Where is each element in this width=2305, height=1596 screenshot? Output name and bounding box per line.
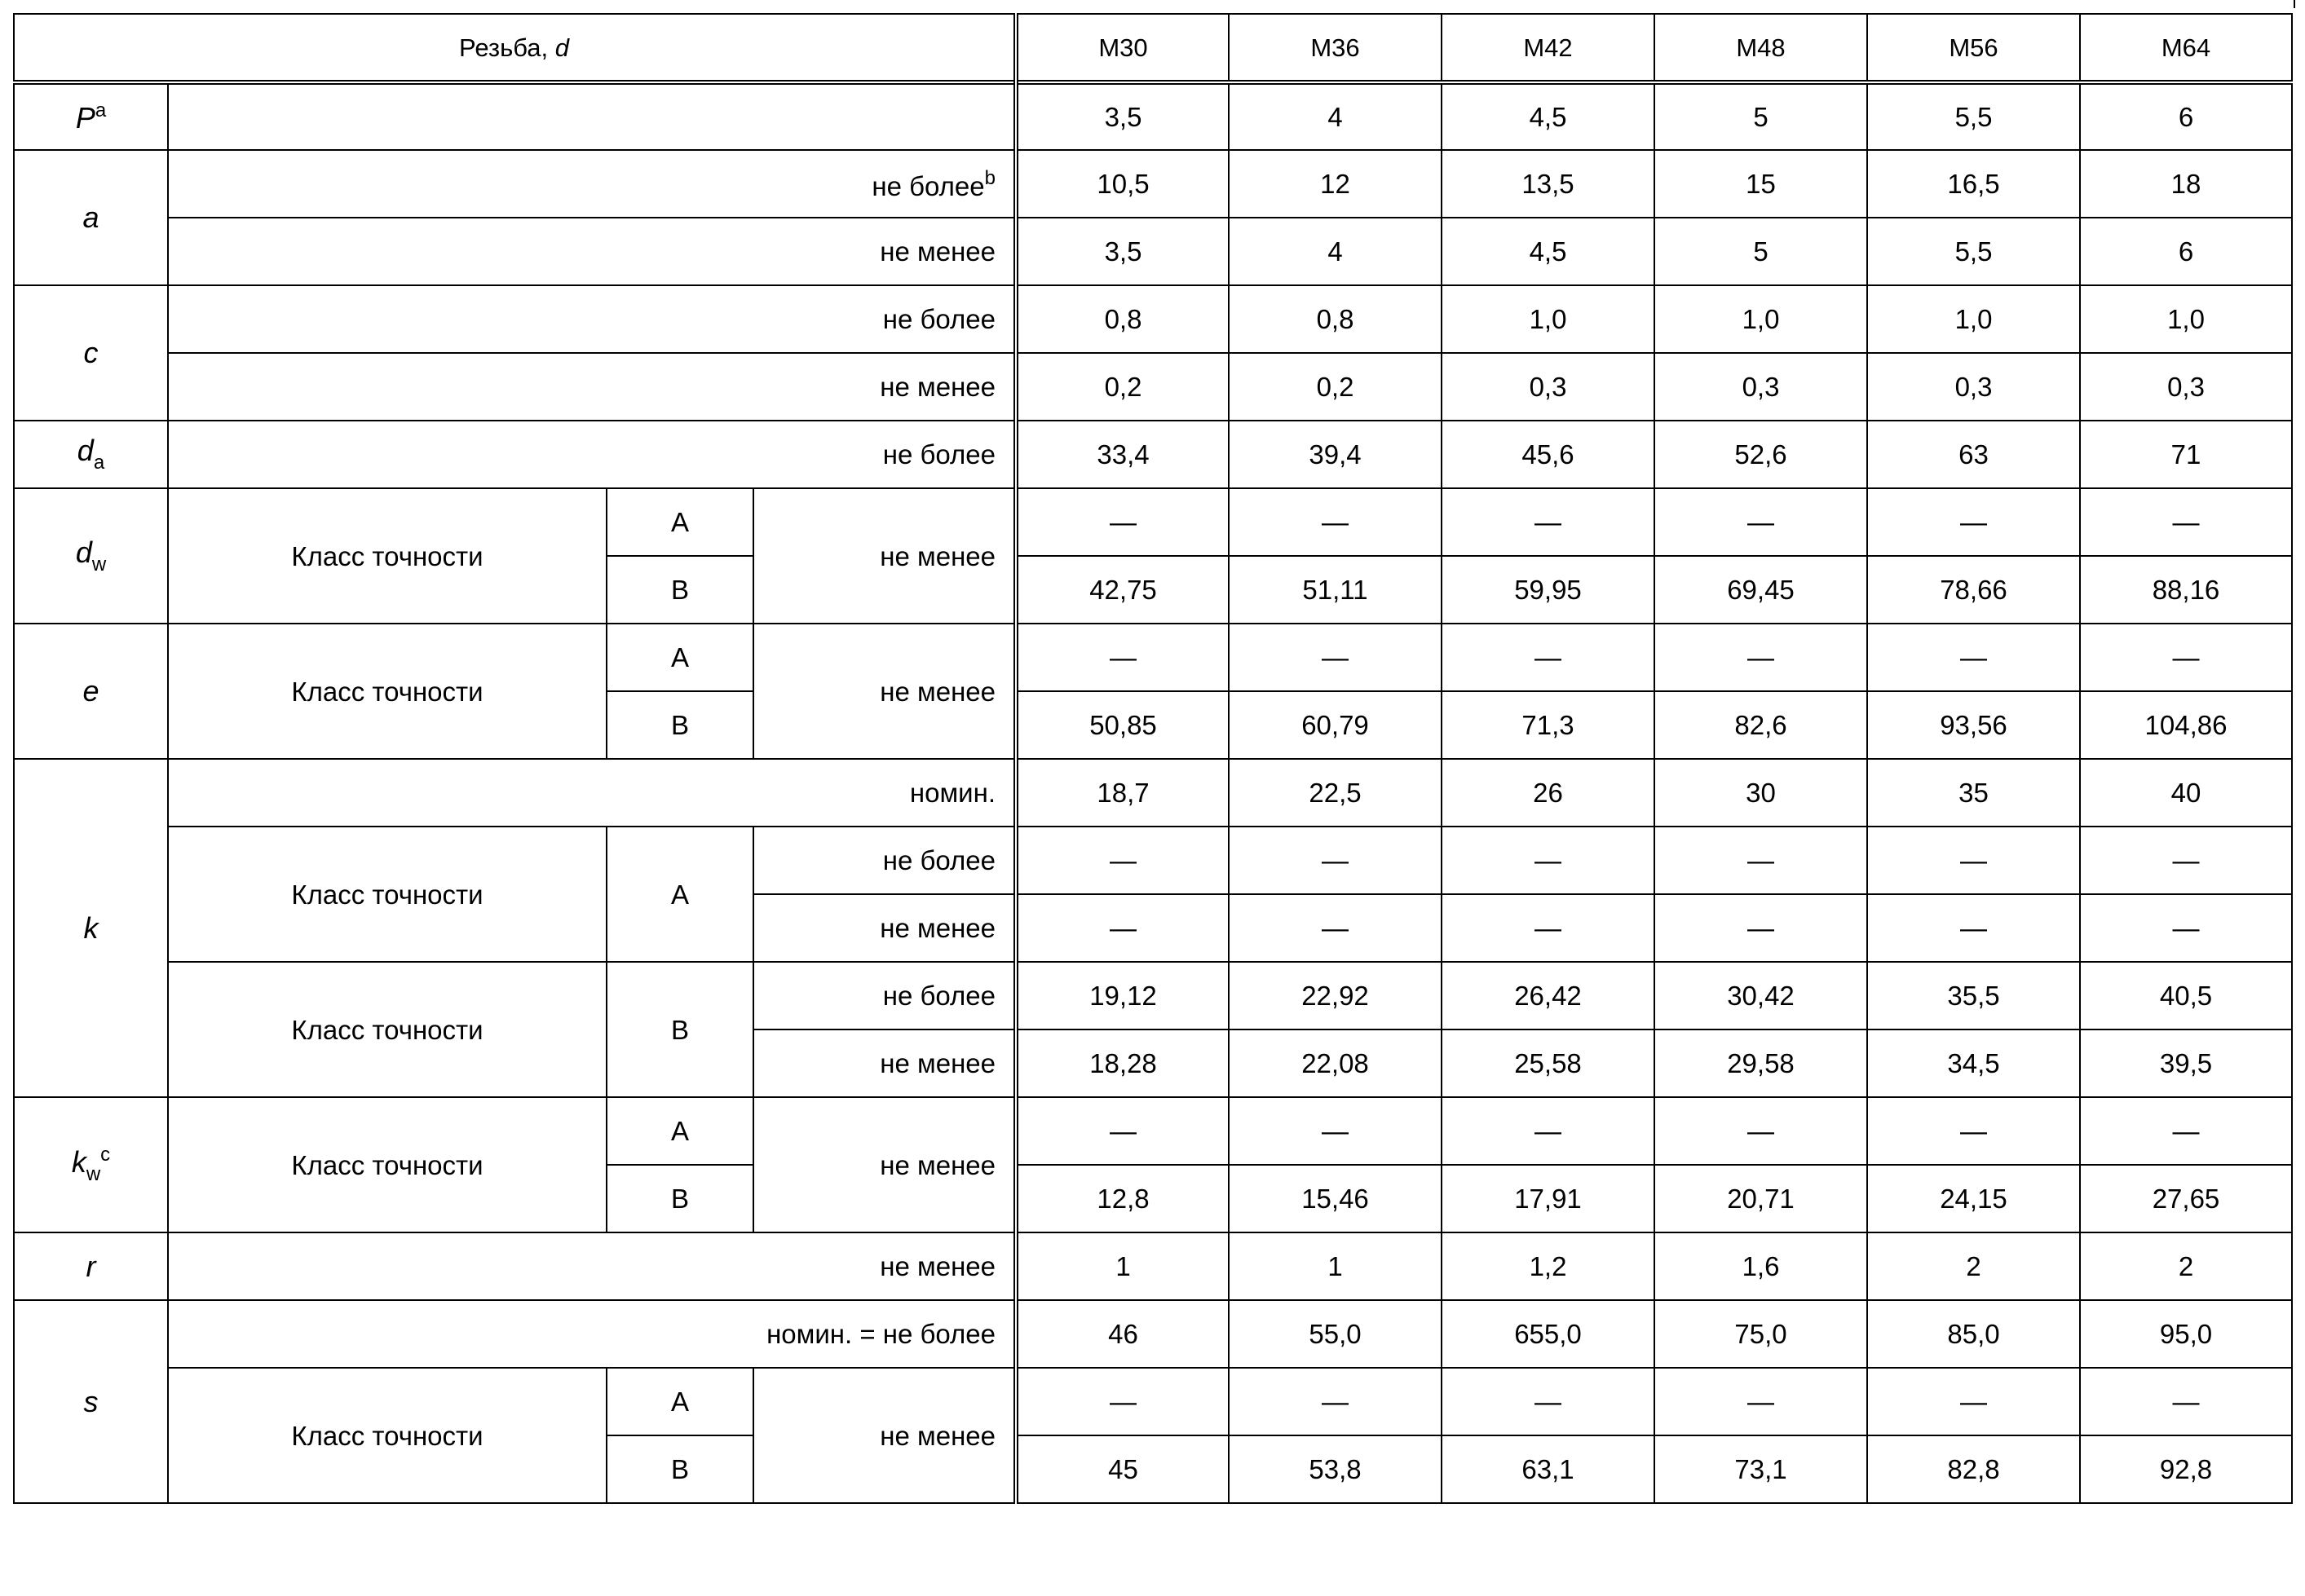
table-cell: 0,8 (1229, 285, 1442, 353)
table-cell: 73,1 (1654, 1435, 1867, 1503)
table-cell: 0,2 (1229, 353, 1442, 421)
table-cell: 26,42 (1442, 962, 1654, 1029)
table-cell: 45,6 (1442, 421, 1654, 488)
table-cell: 13,5 (1442, 150, 1654, 218)
limit-label: номин. = не более (168, 1300, 1016, 1368)
limit-label: не менее (168, 218, 1016, 285)
table-row (14, 1097, 2292, 1165)
table-row (14, 488, 2292, 556)
limit-label: не менее (168, 353, 1016, 421)
table-row (14, 962, 2292, 1029)
table-cell: 12,8 (1016, 1165, 1229, 1232)
table-cell: 25,58 (1442, 1029, 1654, 1097)
table-cell: 71 (2080, 421, 2292, 488)
size-header: M36 (1229, 14, 1442, 82)
table-cell: — (2080, 488, 2292, 556)
table-cell: 35,5 (1867, 962, 2080, 1029)
table-cell: — (1654, 894, 1867, 962)
table-cell: 16,5 (1867, 150, 2080, 218)
table-cell: 3,5 (1016, 82, 1229, 150)
limit-label: не менее (753, 488, 1016, 624)
limit-label: не менее (753, 1097, 1016, 1232)
table-cell: 22,92 (1229, 962, 1442, 1029)
limit-label: номин. (168, 759, 1016, 827)
table-cell: 51,11 (1229, 556, 1442, 624)
table-cell: 42,75 (1016, 556, 1229, 624)
table-cell: 2 (1867, 1232, 2080, 1300)
table-cell: — (2080, 894, 2292, 962)
class-a-label: А (607, 488, 753, 556)
thread-label: Резьба, (459, 33, 555, 62)
table-cell: 82,8 (1867, 1435, 2080, 1503)
table-cell: — (1016, 894, 1229, 962)
row-symbol-dw: $d_w$ (14, 488, 168, 624)
table-row (14, 1232, 2292, 1300)
accuracy-class-label: Класс точности (168, 488, 607, 624)
table-cell: 29,58 (1654, 1029, 1867, 1097)
table-cell: — (1654, 1368, 1867, 1435)
table-cell: — (2080, 624, 2292, 691)
table-cell: 5 (1654, 82, 1867, 150)
class-a-label: А (607, 1368, 753, 1435)
table-cell: — (1016, 488, 1229, 556)
table-cell: — (1442, 827, 1654, 894)
table-cell: 15,46 (1229, 1165, 1442, 1232)
table-cell: 1 (1016, 1232, 1229, 1300)
size-header: M56 (1867, 14, 2080, 82)
class-a-label: А (607, 624, 753, 691)
table-cell: 59,95 (1442, 556, 1654, 624)
corner-mark (2294, 0, 2295, 8)
table-cell: 20,71 (1654, 1165, 1867, 1232)
table-cell: 1,0 (2080, 285, 2292, 353)
table-cell: 19,12 (1016, 962, 1229, 1029)
table-cell: — (1229, 894, 1442, 962)
table-cell: 5,5 (1867, 82, 2080, 150)
row-symbol-s: s (14, 1300, 168, 1503)
table-cell: 15 (1654, 150, 1867, 218)
row-symbol-a: a (14, 150, 168, 285)
limit-label: не более (753, 827, 1016, 894)
table-cell: 33,4 (1016, 421, 1229, 488)
table-cell: 22,5 (1229, 759, 1442, 827)
table-cell: 0,3 (2080, 353, 2292, 421)
class-b-label: В (607, 556, 753, 624)
table-cell: 60,79 (1229, 691, 1442, 759)
size-header: M48 (1654, 14, 1867, 82)
size-header: M42 (1442, 14, 1654, 82)
limit-label: не менее (753, 1029, 1016, 1097)
table-cell: — (1442, 894, 1654, 962)
table-cell: 4 (1229, 82, 1442, 150)
table-cell: 63 (1867, 421, 2080, 488)
table-cell: — (1229, 1097, 1442, 1165)
thread-symbol: d (554, 33, 569, 62)
class-a-label: А (607, 1097, 753, 1165)
header-row (14, 14, 2292, 82)
size-header: M30 (1016, 14, 1229, 82)
table-cell: — (1016, 1097, 1229, 1165)
table-cell: — (1442, 624, 1654, 691)
row-symbol-k: k (14, 759, 168, 1097)
table-cell: 85,0 (1867, 1300, 2080, 1368)
table-cell: 53,8 (1229, 1435, 1442, 1503)
table-row (14, 285, 2292, 353)
table-cell: 26 (1442, 759, 1654, 827)
table-cell: 55,0 (1229, 1300, 1442, 1368)
table-cell: 35 (1867, 759, 2080, 827)
footnote-mark: b (984, 166, 996, 189)
table-cell: 69,45 (1654, 556, 1867, 624)
table-cell: — (1867, 1097, 2080, 1165)
table-cell: 18,28 (1016, 1029, 1229, 1097)
table-cell: — (1229, 827, 1442, 894)
table-cell: 92,8 (2080, 1435, 2292, 1503)
limit-label: не менее (753, 624, 1016, 759)
limit-label: не более$^b$ (168, 150, 1016, 218)
table-cell: 30 (1654, 759, 1867, 827)
limit-label: не более (753, 962, 1016, 1029)
table-cell: 5,5 (1867, 218, 2080, 285)
table-cell: 17,91 (1442, 1165, 1654, 1232)
limit-label: не менее (168, 1232, 1016, 1300)
limit-label: не более (168, 421, 1016, 488)
table-row (14, 827, 2292, 894)
table-cell: 18,7 (1016, 759, 1229, 827)
table-row (14, 82, 2292, 150)
table-cell: 46 (1016, 1300, 1229, 1368)
table-cell: 63,1 (1442, 1435, 1654, 1503)
table-cell: 1,0 (1442, 285, 1654, 353)
table-cell: 0,2 (1016, 353, 1229, 421)
table-row (14, 421, 2292, 488)
table-cell: 88,16 (2080, 556, 2292, 624)
row-symbol-da: $d_a$ (14, 421, 168, 488)
table-row (14, 624, 2292, 691)
table-cell: 0,8 (1016, 285, 1229, 353)
table-cell: 93,56 (1867, 691, 2080, 759)
footnote-mark: a (95, 99, 107, 121)
table-row (14, 150, 2292, 218)
table-cell: 655,0 (1442, 1300, 1654, 1368)
table-cell: — (1867, 488, 2080, 556)
table-cell: 4,5 (1442, 218, 1654, 285)
limit-label: не менее (753, 894, 1016, 962)
table-cell: 6 (2080, 218, 2292, 285)
table-cell: 75,0 (1654, 1300, 1867, 1368)
table-cell: — (1867, 827, 2080, 894)
table-cell: 104,86 (2080, 691, 2292, 759)
table-cell: 39,4 (1229, 421, 1442, 488)
table-cell: 78,66 (1867, 556, 2080, 624)
table-cell: 0,3 (1867, 353, 2080, 421)
table-cell: 1,6 (1654, 1232, 1867, 1300)
class-a-label: А (607, 827, 753, 962)
table-cell: — (1867, 624, 2080, 691)
table-cell: 3,5 (1016, 218, 1229, 285)
table-cell: — (1016, 624, 1229, 691)
empty-label-cell (168, 82, 1016, 150)
accuracy-class-label: Класс точности (168, 962, 607, 1097)
size-header: M64 (2080, 14, 2292, 82)
table-cell: — (1654, 1097, 1867, 1165)
accuracy-class-label: Класс точности (168, 1097, 607, 1232)
table-cell: — (2080, 827, 2292, 894)
table-cell: 22,08 (1229, 1029, 1442, 1097)
thread-header-cell (14, 14, 1016, 82)
table-cell: — (2080, 1368, 2292, 1435)
bolt-dimensions-table (13, 13, 2293, 1504)
table-cell: 6 (2080, 82, 2292, 150)
table-cell: 95,0 (2080, 1300, 2292, 1368)
accuracy-class-label: Класс точности (168, 1368, 607, 1503)
table-cell: 30,42 (1654, 962, 1867, 1029)
row-symbol-r: r (14, 1232, 168, 1300)
table-row (14, 1368, 2292, 1435)
table-cell: 71,3 (1442, 691, 1654, 759)
table-cell: 2 (2080, 1232, 2292, 1300)
row-symbol-c: c (14, 285, 168, 421)
table-cell: 24,15 (1867, 1165, 2080, 1232)
table-row (14, 218, 2292, 285)
limit-label: не менее (753, 1368, 1016, 1503)
class-b-label: В (607, 1165, 753, 1232)
table-cell: 12 (1229, 150, 1442, 218)
table-cell: — (1442, 488, 1654, 556)
table-cell: 5 (1654, 218, 1867, 285)
table-cell: — (1654, 624, 1867, 691)
table-row (14, 353, 2292, 421)
table-cell: 4,5 (1442, 82, 1654, 150)
row-symbol-kw: $k_w^c$ (14, 1097, 168, 1232)
row-symbol-p: $P^a$ (14, 82, 168, 150)
table-cell: 34,5 (1867, 1029, 2080, 1097)
table-cell: — (1654, 488, 1867, 556)
accuracy-class-label: Класс точности (168, 827, 607, 962)
table-cell: — (1654, 827, 1867, 894)
table-cell: — (1229, 488, 1442, 556)
footnote-mark: c (100, 1144, 111, 1166)
table-cell: 18 (2080, 150, 2292, 218)
table-row (14, 1300, 2292, 1368)
table-cell: 52,6 (1654, 421, 1867, 488)
accuracy-class-label: Класс точности (168, 624, 607, 759)
table-cell: 82,6 (1654, 691, 1867, 759)
table-cell: 39,5 (2080, 1029, 2292, 1097)
table-cell: 10,5 (1016, 150, 1229, 218)
table-cell: — (1867, 1368, 2080, 1435)
table-cell: 1,0 (1867, 285, 2080, 353)
table-cell: — (1442, 1368, 1654, 1435)
table-cell: 4 (1229, 218, 1442, 285)
table-cell: — (1229, 624, 1442, 691)
row-symbol-e: e (14, 624, 168, 759)
table-cell: 0,3 (1654, 353, 1867, 421)
table-cell: 50,85 (1016, 691, 1229, 759)
class-b-label: В (607, 962, 753, 1097)
table-cell: 40,5 (2080, 962, 2292, 1029)
class-b-label: В (607, 1435, 753, 1503)
table-cell: — (2080, 1097, 2292, 1165)
table-cell: — (1016, 1368, 1229, 1435)
limit-label: не более (168, 285, 1016, 353)
table-cell: 0,3 (1442, 353, 1654, 421)
class-b-label: В (607, 691, 753, 759)
table-cell: 27,65 (2080, 1165, 2292, 1232)
table-cell: 1,2 (1442, 1232, 1654, 1300)
table-row (14, 759, 2292, 827)
table-cell: 1,0 (1654, 285, 1867, 353)
table-cell: 45 (1016, 1435, 1229, 1503)
table-cell: — (1016, 827, 1229, 894)
table-cell: 40 (2080, 759, 2292, 827)
table-cell: — (1229, 1368, 1442, 1435)
table-cell: 1 (1229, 1232, 1442, 1300)
table-cell: — (1867, 894, 2080, 962)
table-cell: — (1442, 1097, 1654, 1165)
